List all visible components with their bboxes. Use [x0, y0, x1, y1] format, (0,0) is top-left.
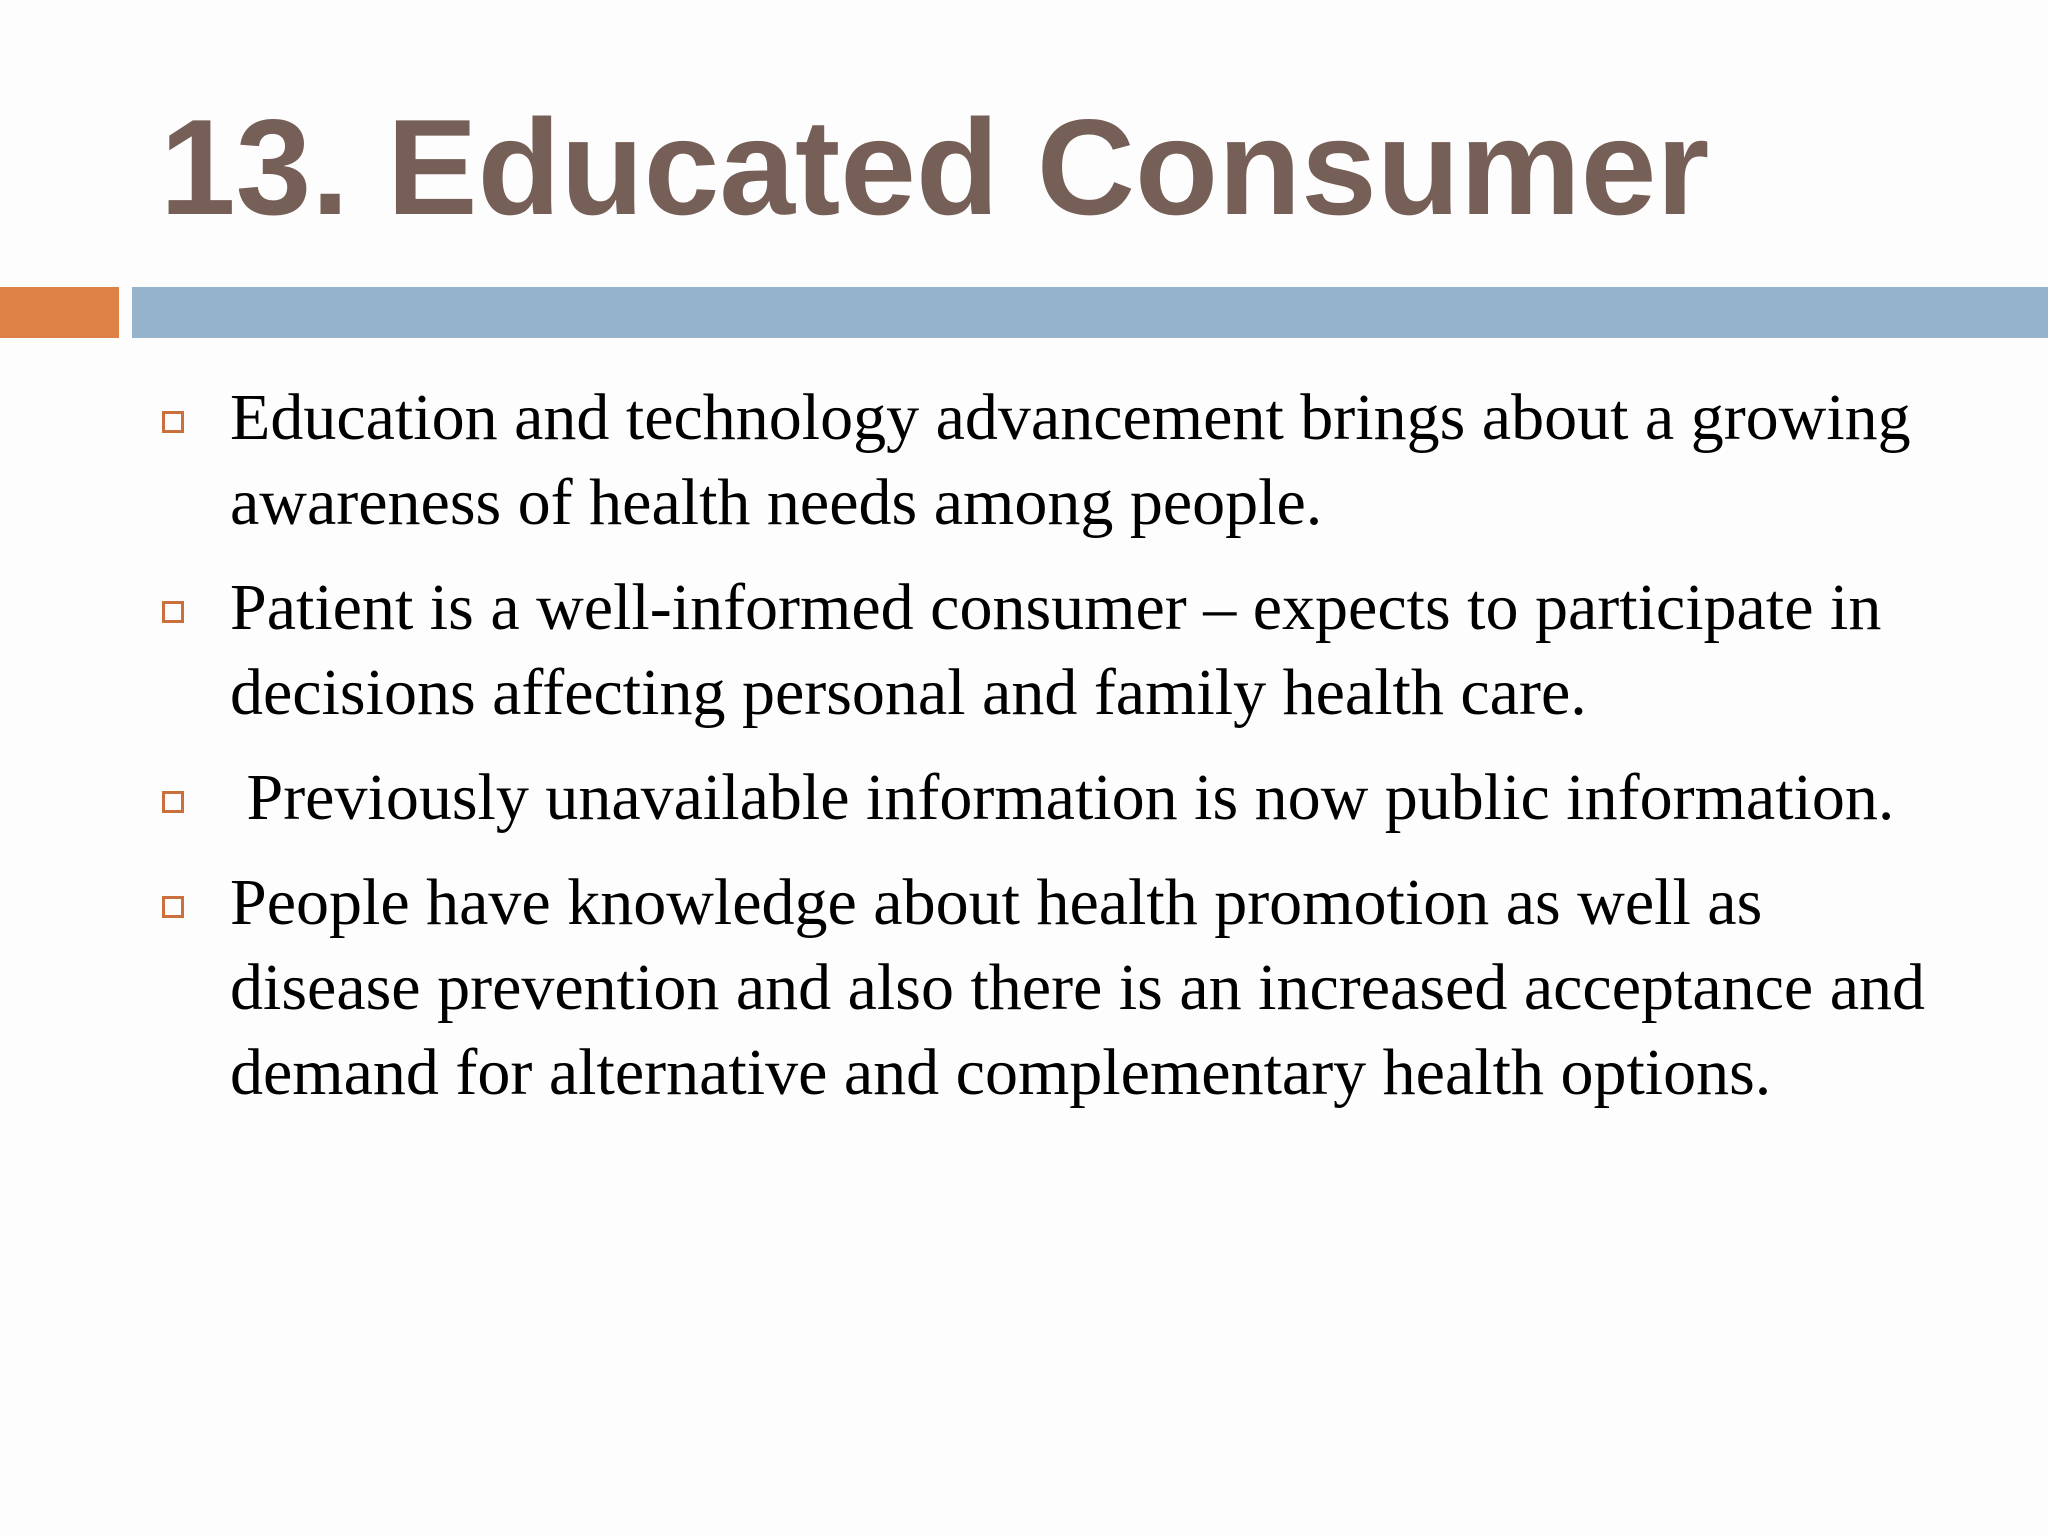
bullet-item — [160, 755, 1960, 840]
bullet-text: Education and technology advancement brings about a growing awareness of health needs among people. — [230, 381, 1911, 539]
bullet-text: Previously unavailable information is now public information. — [230, 761, 1895, 834]
bullet-text: People have knowledge about health promotion as well as disease prevention and also there is an increased acceptance and demand for alternative and complementary health options. — [230, 866, 1926, 1109]
square-bullet-icon — [162, 896, 184, 918]
square-bullet-icon — [162, 411, 184, 433]
bullet-item — [160, 375, 1960, 545]
accent-bar-orange — [0, 287, 119, 338]
square-bullet-icon — [162, 791, 184, 813]
square-bullet-icon — [162, 601, 184, 623]
accent-bar-blue — [132, 287, 2048, 338]
bullet-list — [160, 375, 1960, 1135]
bullet-item — [160, 565, 1960, 735]
bullet-item — [160, 860, 1960, 1115]
bullet-text: Patient is a well-informed consumer – expects to participate in decisions affecting personal and family health care. — [230, 571, 1882, 729]
slide-title: 13. Educated Consumer — [160, 91, 1710, 243]
